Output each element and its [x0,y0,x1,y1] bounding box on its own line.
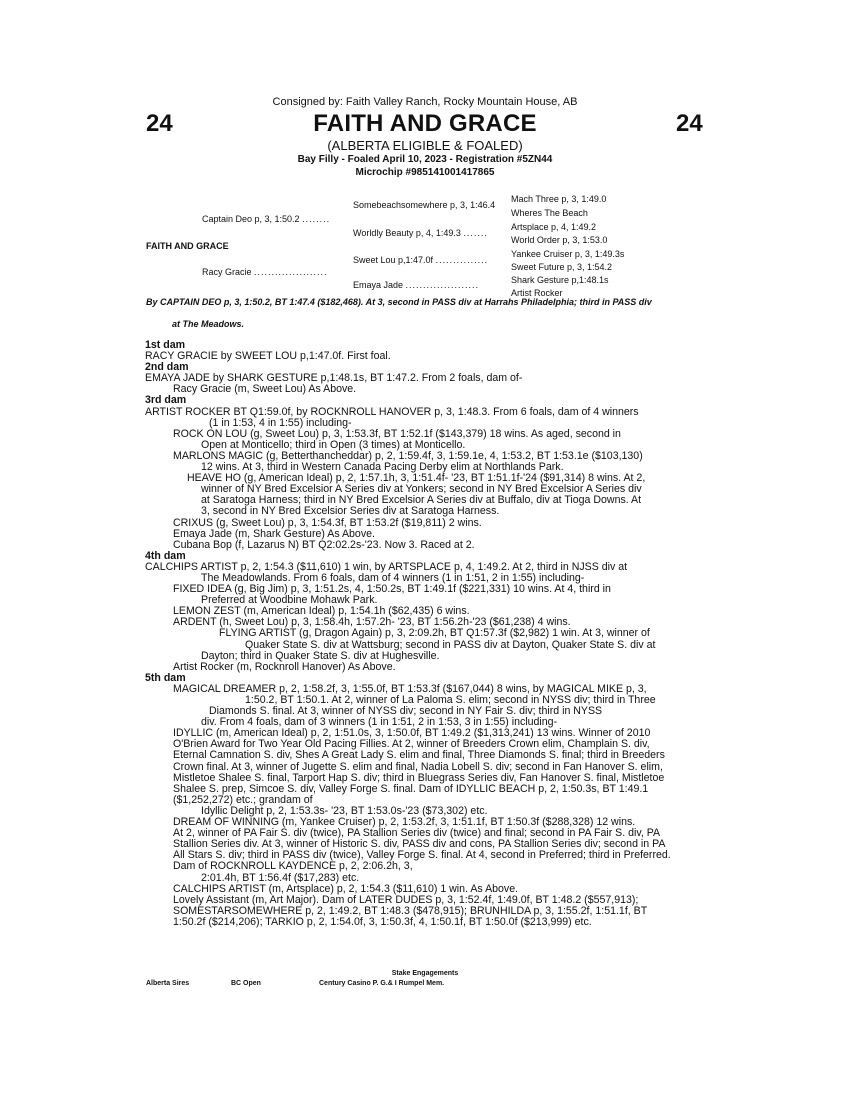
sire-summary-line2: at The Meadows. [172,319,245,329]
second-dam-text: EMAYA JADE by SHARK GESTURE p,1:48.1s, BT 1:47.2. From 2 foals, dam of- [145,372,523,385]
produce-marlons-magic: MARLONS MAGIC (g, Betterthancheddar) p, 2, 1:59.4f, 3, 1:59.1e, 4, 1:53.2, BT 1:53.1e ($103,130) [173,449,643,462]
fifth-dam-text: MAGICAL DREAMER p, 2, 1:58.2f, 3, 1:55.0f, BT 1:53.3f ($167,044) 8 wins, by MAGICAL MIKE p, 3, [173,682,647,695]
produce-cubana-bop: Cubana Bop (f, Lazarus N) BT Q2:02.2s-'23. Now 3. Raced at 2. [173,538,475,551]
produce-idyllic-delight: Idyllic Delight p, 2, 1:53.3s- '23, BT 1:53.0s-'23 ($73,302) etc. [201,804,488,817]
pedigree-g3: Artsplace p, 4, 1:49.2 [511,222,597,232]
produce-calchips-artist: CALCHIPS ARTIST (m, Artsplace) p, 2, 1:54.3 ($11,610) 1 win. As Above. [173,882,519,895]
consignor-line: Consigned by: Faith Valley Ranch, Rocky Mountain House, AB [272,96,578,108]
pedigree-dam: Racy Gracie ..................... [202,267,328,277]
third-dam-text-cont: (1 in 1:53, 4 in 1:55) including- [209,416,352,429]
stake-engagements-heading: Stake Engagements [391,970,459,977]
produce-marlons-magic-cont: 12 wins. At 3, third in Western Canada Pacing Derby elim at Northlands Park. [201,461,564,474]
produce-idyllic-cont4: Mistletoe Shalee S. final, Tarport Hap S. div; third in Bluegrass Series div, Fan Hanover S. final, Mistletoe [173,771,665,784]
pedigree-dam-sire: Sweet Lou p,1:47.0f ............... [353,255,489,265]
pedigree-dam-dam: Emaya Jade ..................... [353,280,480,290]
fifth-dam-text-cont2: Diamonds S. final. At 3, winner of NYSS div; second in NY Fair S. div; third in NYSS [209,705,603,718]
produce-lovely-assistant-cont1: SOMESTARSOMEWHERE p, 2, 1:49.2, BT 1:48.3 ($478,915); BRUNHILDA p, 3, 1:55.2f, 1:51.1f, BT [173,904,648,917]
produce-flying-artist-cont2: Dayton; third in Quaker State S. div at Hughesville. [201,649,440,662]
produce-idyllic-cont2: Eternal Camnation S. div, Shes A Great Lady S. elim and final, Three Diamonds S. final; third in Breeders [173,749,665,762]
foaling-info: Bay Filly - Foaled April 10, 2023 - Registration #5ZN44 [297,154,553,165]
produce-flying-artist: FLYING ARTIST (g, Dragon Again) p, 3, 2:09.2h, BT Q1:57.3f ($2,982) 1 win. At 3, winner of [219,627,650,640]
pedigree-g1: Mach Three p, 3, 1:49.0 [511,194,607,204]
produce-idyllic: IDYLLIC (m, American Ideal) p, 2, 1:51.0s, 3, 1:50.0f, BT 1:49.2 ($1,313,241) 13 wins. Winner of 2010 [173,727,651,740]
second-dam-produce: Racy Gracie (m, Sweet Lou) As Above. [173,383,357,396]
pedigree-g5: Yankee Cruiser p, 3, 1:49.3s [511,249,625,259]
produce-dream-of-winning: DREAM OF WINNING (m, Yankee Cruiser) p, 2, 1:53.2f, 3, 1:51.1f, BT 1:50.3f ($288,328) 12 wins. [173,816,636,829]
produce-lovely-assistant: Lovely Assistant (m, Art Major). Dam of LATER DUDES p, 3, 1:52.4f, 1:49.0f, BT 1:48.2 ($557,913); [173,893,639,906]
pedigree-g2: Wheres The Beach [511,208,588,218]
second-dam-heading: 2nd dam [145,361,189,374]
produce-heave-ho-cont2: at Saratoga Harness; third in NY Bred Excelsior A Series div at Buffalo, div at Tioga Downs. At [201,494,642,507]
horse-name-title: FAITH AND GRACE [313,110,537,137]
produce-idyllic-cont6: ($1,252,272) etc.; grandam of [173,793,313,806]
produce-fixed-idea-cont: Preferred at Woodbine Mohawk Park. [201,594,378,607]
produce-crixus: CRIXUS (g, Sweet Lou) p, 3, 1:54.3f, BT 1:53.2f ($19,811) 2 wins. [173,516,482,529]
pedigree-sire-sire: Somebeachsomewhere p, 3, 1:46.4 [353,200,496,210]
pedigree-g4: World Order p, 3, 1:53.0 [511,235,608,245]
pedigree-g7: Shark Gesture p,1:48.1s [511,275,609,285]
produce-heave-ho-cont1: winner of NY Bred Excelsior A Series div at Yonkers; second in NY Bred Excelsior A Series div [201,483,642,496]
pedigree-g6: Sweet Future p, 3, 1:54.2 [511,262,613,272]
first-dam-text: RACY GRACIE by SWEET LOU p,1:47.0f. First foal. [145,350,391,363]
fourth-dam-text-cont: The Meadowlands. From 6 foals, dam of 4 winners (1 in 1:51, 2 in 1:55) including- [201,571,585,584]
pedigree-g8: Artist Rocker [511,288,563,298]
produce-dream-of-winning-cont3: All Stars S. div; third in PASS div (twice), Valley Forge S. final. At 4, second in Preferred; third in Preferred. [173,849,671,862]
produce-dream-of-winning-cont4: Dam of ROCKNROLL KAYDENCE p, 2, 2:06.2h, 3, [173,860,413,873]
hip-number-left: 24 [146,110,173,137]
pedigree-sire-dam: Worldly Beauty p, 4, 1:49.3 ....... [353,228,488,238]
fourth-dam-text: CALCHIPS ARTIST p, 2, 1:54.3 ($11,610) 1 win, by ARTSPLACE p, 4, 1:49.2. At 2, third in NJSS div at [145,560,628,573]
eligibility-line: (ALBERTA ELIGIBLE & FOALED) [327,138,523,153]
produce-lovely-assistant-cont2: 1:50.2f ($214,206); TARKIO p, 2, 1:54.0f, 3, 1:50.3f, 4, 1:50.1f, BT 1:50.0f ($213,999) etc. [173,915,592,928]
produce-dream-of-winning-cont5: 2:01.4h, BT 1:56.4f ($17,283) etc. [201,871,360,884]
produce-flying-artist-cont1: Quaker State S. div at Wattsburg; second in PASS div at Dayton, Quaker State S. div at [245,638,656,651]
produce-ardent: ARDENT (h, Sweet Lou) p, 3, 1:58.4h, 1:57.2h- '23, BT 1:56.2h-'23 ($61,238) 4 wins. [173,616,571,629]
fifth-dam-text-cont3: div. From 4 foals, dam of 3 winners (1 in 1:51, 2 in 1:53, 3 in 1:55) including- [201,716,558,729]
fourth-dam-heading: 4th dam [145,549,186,562]
stake-item-century-casino: Century Casino P. G.& I Rumpel Mem. [319,980,445,987]
produce-artist-rocker: Artist Rocker (m, Rocknroll Hanover) As Above. [173,660,396,673]
fifth-dam-heading: 5th dam [145,671,186,684]
produce-fixed-idea: FIXED IDEA (g, Big Jim) p, 3, 1:51.2s, 4, 1:50.2s, BT 1:49.1f ($221,331) 10 wins. At 4, third in [173,583,611,596]
produce-idyllic-cont3: Crown final. At 3, winner of Jugette S. elim and final, Nadia Lobell S. div; second in Fan Hanover S. elim, [173,760,663,773]
sire-summary-line1: By CAPTAIN DEO p, 3, 1:50.2, BT 1:47.4 ($182,468). At 3, second in PASS div at Harrahs Philadelphia; third in PASS div [146,297,652,307]
fifth-dam-text-cont1: 1:50.2, BT 1:50.1. At 2, winner of La Paloma S. elim; second in NYSS div; third in Three [245,694,656,706]
produce-heave-ho-cont3: 3, second in NY Bred Excelsior Series div at Saratoga Harness. [201,505,500,518]
dam-history [145,340,710,928]
stake-item-bc-open: BC Open [231,980,261,987]
produce-idyllic-cont1: O'Brien Award for Two Year Old Pacing Fillies. At 2, winner of Breeders Crown elim, Champlain S. div, [173,738,650,751]
produce-emaya-jade: Emaya Jade (m, Shark Gesture) As Above. [173,527,375,540]
produce-idyllic-cont5: Shalee S. prep, Simcoe S. div, Valley Forge S. final. Dam of IDYLLIC BEACH p, 2, 1:50.3s, BT 1:49.1 [173,782,649,795]
produce-rock-on-lou-cont: Open at Monticello; third in Open (3 times) at Monticello. [201,438,466,451]
third-dam-heading: 3rd dam [145,394,187,407]
pedigree-horse: FAITH AND GRACE [146,241,229,251]
pedigree-sire: Captain Deo p, 3, 1:50.2 ........ [202,214,331,224]
produce-lemon-zest: LEMON ZEST (m, American Ideal) p, 1:54.1h ($62,435) 6 wins. [173,605,470,618]
first-dam-heading: 1st dam [145,339,186,351]
microchip-info: Microchip #985141001417865 [355,167,495,178]
hip-number-right: 24 [676,110,703,137]
produce-dream-of-winning-cont1: At 2, winner of PA Fair S. div (twice), PA Stallion Series div (twice) and final; second in PA Fair S. div, PA [173,827,661,840]
stake-item-alberta-sires: Alberta Sires [146,980,190,987]
produce-dream-of-winning-cont2: Stallion Series div. At 3, winner of Historic S. div, PASS div and cons, PA Stallion Series div; second in PA [173,838,666,851]
produce-rock-on-lou: ROCK ON LOU (g, Sweet Lou) p, 3, 1:53.3f, BT 1:52.1f ($143,379) 18 wins. As aged, second in [173,427,621,440]
produce-heave-ho: HEAVE HO (g, American Ideal) p, 2, 1:57.1h, 3, 1:51.4f- '23, BT 1:51.1f-'24 ($91,314) 8 wins. At 2, [187,472,646,485]
third-dam-text: ARTIST ROCKER BT Q1:59.0f, by ROCKNROLL HANOVER p, 3, 1:48.3. From 6 foals, dam of 4 winners [145,405,639,418]
